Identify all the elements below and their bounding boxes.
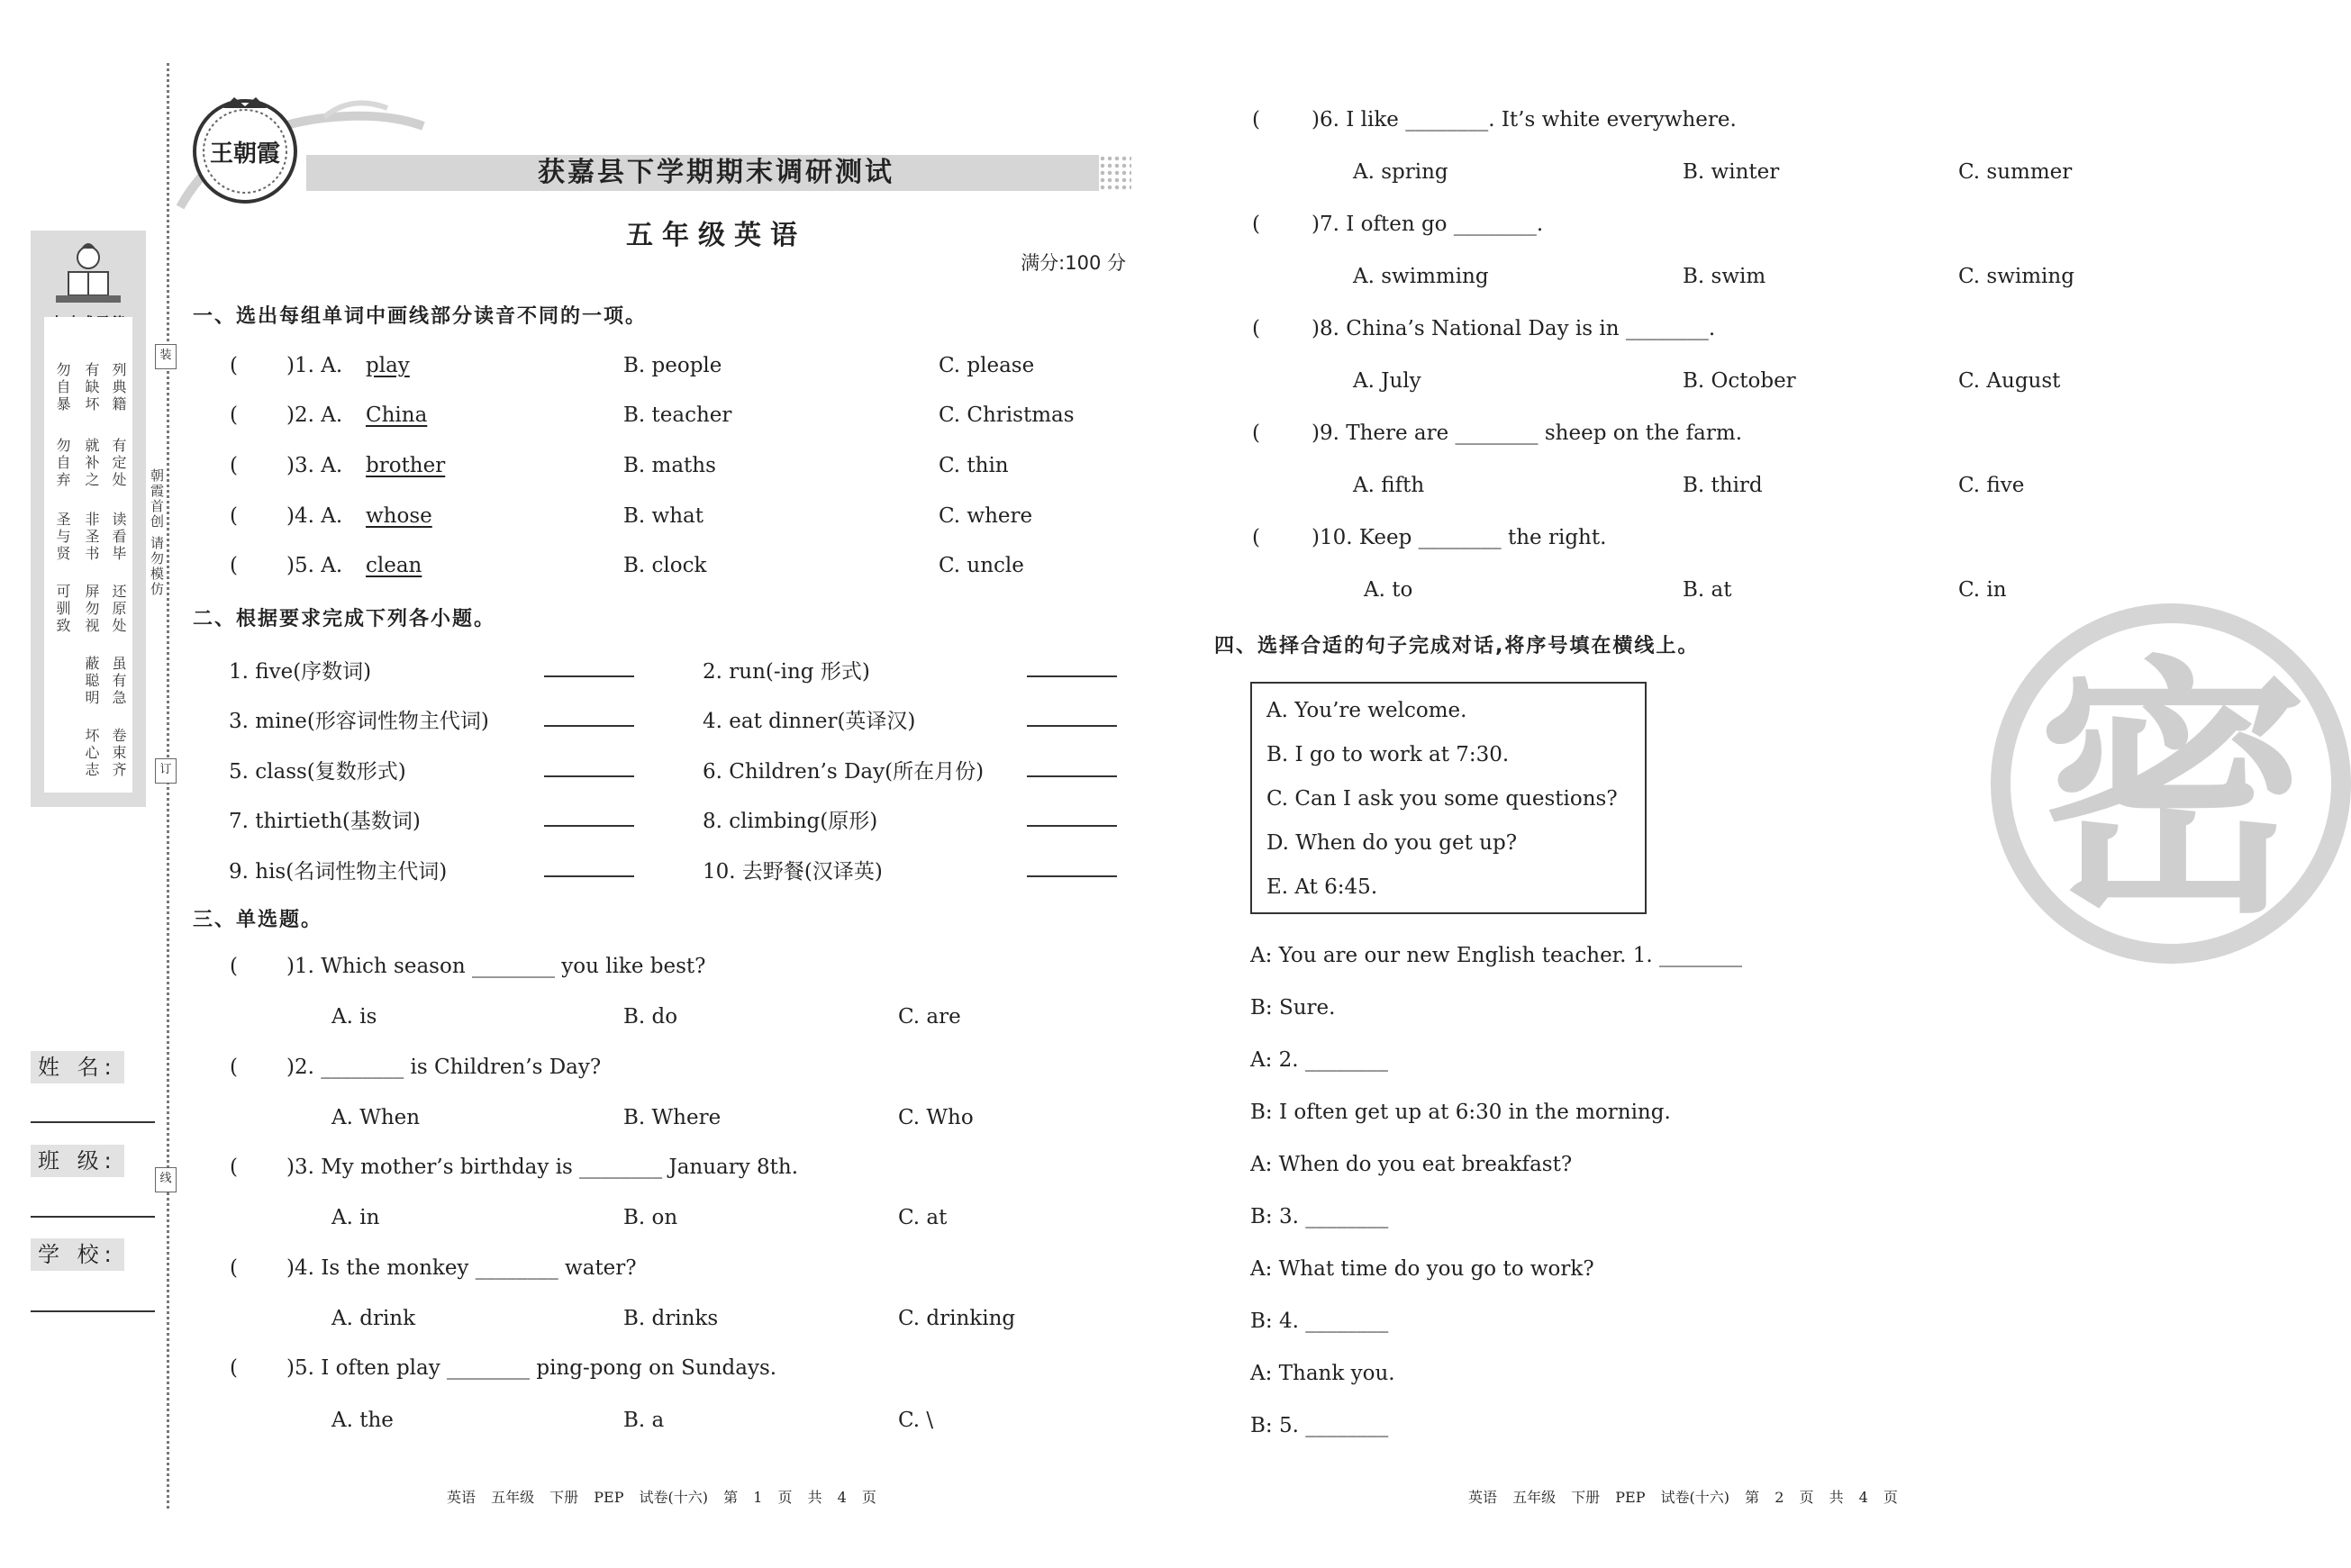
answer-paren[interactable]: ( xyxy=(1252,526,1260,549)
option-a: clean xyxy=(366,554,422,577)
subject-title: 五年级英语 xyxy=(626,220,806,251)
question-text: )3. My mother’s birthday is ________ January 8th. xyxy=(286,1156,799,1179)
question-number: )3. A. xyxy=(286,454,343,477)
option-a: A. to xyxy=(1364,578,1413,602)
binding-tag-ding: 订 xyxy=(155,758,177,784)
answer-paren[interactable]: ( xyxy=(1252,317,1260,340)
option-b: B. do xyxy=(623,1005,678,1029)
answer-blank[interactable] xyxy=(544,875,634,877)
answer-paren[interactable]: ( xyxy=(230,454,238,477)
dialog-option: B. I go to work at 7:30. xyxy=(1266,743,1510,766)
section1-heading: 一、选出每组单词中画线部分读音不同的一项。 xyxy=(193,305,648,328)
option-b: B. clock xyxy=(623,554,707,577)
dialog-line: B: 5. ________ xyxy=(1250,1414,1389,1437)
answer-paren[interactable]: ( xyxy=(230,504,238,528)
option-c: C. thin xyxy=(939,454,1009,477)
question-text: )10. Keep ________ the right. xyxy=(1312,526,1607,549)
option-a: brother xyxy=(366,454,446,477)
task-item: 10. 去野餐(汉译英) xyxy=(703,860,883,884)
question-number: )1. A. xyxy=(286,354,343,377)
dialog-option: C. Can I ask you some questions? xyxy=(1266,787,1618,811)
answer-paren[interactable]: ( xyxy=(1252,213,1260,236)
question-text: )1. Which season ________ you like best? xyxy=(286,955,706,978)
motto-column: 蔽聪明 xyxy=(83,656,100,707)
answer-blank[interactable] xyxy=(544,675,634,677)
binding-tag-zhuang: 装 xyxy=(155,344,177,369)
page-footer-left: 英语 五年级 下册 PEP 试卷(十六) 第 1 页 共 4 页 xyxy=(447,1489,876,1506)
answer-paren[interactable]: ( xyxy=(230,1056,238,1079)
question-text: )5. I often play ________ ping-pong on Sundays. xyxy=(286,1356,777,1380)
exam-title: 获嘉县下学期期末调研测试 xyxy=(538,157,894,188)
dialog-option: D. When do you get up? xyxy=(1266,831,1518,855)
section3-heading: 三、单选题。 xyxy=(193,909,323,931)
dialog-option: A. You’re welcome. xyxy=(1266,699,1467,722)
dialog-option: E. At 6:45. xyxy=(1266,875,1378,899)
question-text: )9. There are ________ sheep on the farm. xyxy=(1312,421,1743,445)
section4-heading: 四、选择合适的句子完成对话,将序号填在横线上。 xyxy=(1214,635,1700,657)
dialog-line: B: Sure. xyxy=(1250,996,1336,1020)
option-a: A. the xyxy=(331,1409,394,1432)
answer-blank[interactable] xyxy=(544,825,634,827)
motto-column: 坏心志 xyxy=(83,728,100,779)
binding-tag-xian: 线 xyxy=(155,1167,177,1192)
motto-column: 勿自弃 xyxy=(54,438,71,489)
option-b: B. at xyxy=(1683,578,1732,602)
option-a: play xyxy=(366,354,410,377)
name-label: 姓 名: xyxy=(31,1051,124,1083)
answer-blank[interactable] xyxy=(1027,875,1117,877)
option-b: B. on xyxy=(623,1206,678,1229)
option-b: B. maths xyxy=(623,454,716,477)
answer-blank[interactable] xyxy=(1027,775,1117,777)
dialog-line: A: When do you eat breakfast? xyxy=(1250,1153,1573,1176)
option-b: B. swim xyxy=(1683,265,1766,288)
answer-paren[interactable]: ( xyxy=(230,1356,238,1380)
motto-column: 圣与贤 xyxy=(54,512,71,563)
class-label: 班 级: xyxy=(31,1145,124,1177)
dialog-line: A: 2. ________ xyxy=(1250,1048,1388,1072)
answer-paren[interactable]: ( xyxy=(230,955,238,978)
question-number: )2. A. xyxy=(286,403,343,427)
school-field[interactable] xyxy=(31,1310,155,1312)
motto-column: 就补之 xyxy=(83,438,100,489)
option-c: C. swiming xyxy=(1958,265,2074,288)
dialog-line: A: You are our new English teacher. 1. ________ xyxy=(1250,944,1743,967)
answer-paren[interactable]: ( xyxy=(1252,108,1260,131)
option-c: C. Christmas xyxy=(939,403,1075,427)
dialog-line: B: 4. ________ xyxy=(1250,1310,1389,1333)
answer-blank[interactable] xyxy=(1027,825,1117,827)
motto-column: 非圣书 xyxy=(83,512,100,563)
option-c: C. summer xyxy=(1958,160,2073,184)
page-footer-right: 英语 五年级 下册 PEP 试卷(十六) 第 2 页 共 4 页 xyxy=(1468,1489,1898,1506)
motto-column: 有定处 xyxy=(110,438,127,489)
option-c: C. \ xyxy=(898,1409,934,1432)
answer-blank[interactable] xyxy=(544,775,634,777)
option-a: whose xyxy=(366,504,432,528)
dialog-line: A: Thank you. xyxy=(1250,1362,1395,1385)
motto-column: 勿自暴 xyxy=(54,362,71,413)
answer-paren[interactable]: ( xyxy=(230,1156,238,1179)
option-c: C. are xyxy=(898,1005,961,1029)
brand-logo-text: 王朝霞 xyxy=(209,140,280,168)
option-c: C. August xyxy=(1958,369,2061,393)
option-b: B. teacher xyxy=(623,403,732,427)
answer-paren[interactable]: ( xyxy=(230,1256,238,1280)
option-b: B. what xyxy=(623,504,703,528)
task-item: 9. his(名词性物主代词) xyxy=(229,860,448,884)
motto-column: 虽有急 xyxy=(110,656,127,707)
answer-paren[interactable]: ( xyxy=(230,403,238,427)
question-text: )2. ________ is Children’s Day? xyxy=(286,1056,602,1079)
option-a: A. drink xyxy=(331,1307,416,1330)
option-a: A. spring xyxy=(1353,160,1448,184)
option-c: C. Who xyxy=(898,1106,974,1129)
option-a: A. in xyxy=(331,1206,380,1229)
motto-column: 还原处 xyxy=(110,584,127,635)
option-b: B. a xyxy=(623,1409,665,1432)
answer-blank[interactable] xyxy=(1027,675,1117,677)
watermark-glyph: 密 xyxy=(2038,635,2308,949)
school-label: 学 校: xyxy=(31,1238,124,1271)
question-text: )6. I like ________. It’s white everywhere. xyxy=(1312,108,1737,131)
option-b: B. drinks xyxy=(623,1307,719,1330)
question-text: )7. I often go ________. xyxy=(1312,213,1544,236)
option-b: B. Where xyxy=(623,1106,722,1129)
answer-paren[interactable]: ( xyxy=(230,354,238,377)
option-c: C. at xyxy=(898,1206,948,1229)
question-text: )4. Is the monkey ________ water? xyxy=(286,1256,637,1280)
answer-blank[interactable] xyxy=(544,725,634,727)
dialog-line: A: What time do you go to work? xyxy=(1250,1257,1594,1281)
name-field[interactable] xyxy=(31,1121,155,1123)
task-item: 8. climbing(原形) xyxy=(703,810,878,833)
option-c: C. in xyxy=(1958,578,2007,602)
option-c: C. where xyxy=(939,504,1033,528)
task-item: 7. thirtieth(基数词) xyxy=(229,810,421,833)
option-a: A. July xyxy=(1353,369,1421,393)
question-number: )4. A. xyxy=(286,504,343,528)
task-item: 3. mine(形容词性物主代词) xyxy=(229,710,489,733)
question-text: )8. China’s National Day is in ________. xyxy=(1312,317,1716,340)
option-b: B. people xyxy=(623,354,722,377)
option-c: C. please xyxy=(939,354,1035,377)
option-a: A. fifth xyxy=(1353,474,1425,497)
question-number: )5. A. xyxy=(286,554,343,577)
dialog-line: B: I often get up at 6:30 in the morning. xyxy=(1250,1101,1671,1124)
answer-paren[interactable]: ( xyxy=(230,554,238,577)
section2-heading: 二、根据要求完成下列各小题。 xyxy=(193,608,496,630)
binding-dotted-line xyxy=(167,63,169,1509)
dialog-line: B: 3. ________ xyxy=(1250,1205,1389,1228)
option-b: B. winter xyxy=(1683,160,1780,184)
full-score: 满分:100 分 xyxy=(1021,252,1126,274)
option-a: China xyxy=(366,403,428,427)
option-c: C. drinking xyxy=(898,1307,1016,1330)
option-c: C. five xyxy=(1958,474,2025,497)
student-reading-illustration xyxy=(50,240,126,308)
answer-paren[interactable]: ( xyxy=(1252,421,1260,445)
motto-column: 卷束齐 xyxy=(110,728,127,779)
option-a: A. is xyxy=(331,1005,377,1029)
task-item: 1. five(序数词) xyxy=(229,660,372,684)
motto-column: 读看毕 xyxy=(110,512,127,563)
option-a: A. When xyxy=(331,1106,421,1129)
motto-column: 可驯致 xyxy=(54,584,71,635)
motto-column: 有缺坏 xyxy=(83,362,100,413)
copyright-vertical-note: 朝霞首创 请勿模仿 xyxy=(149,468,165,597)
option-b: B. October xyxy=(1683,369,1796,393)
motto-column: 列典籍 xyxy=(110,362,127,413)
task-item: 5. class(复数形式) xyxy=(229,760,406,784)
motto-column: 屏勿视 xyxy=(83,584,100,635)
task-item: 2. run(-ing 形式) xyxy=(703,660,870,684)
option-a: A. swimming xyxy=(1353,265,1489,288)
task-item: 6. Children’s Day(所在月份) xyxy=(703,760,985,784)
answer-blank[interactable] xyxy=(1027,725,1117,727)
option-c: C. uncle xyxy=(939,554,1024,577)
class-field[interactable] xyxy=(31,1216,155,1218)
task-item: 4. eat dinner(英译汉) xyxy=(703,710,916,733)
option-b: B. third xyxy=(1683,474,1763,497)
